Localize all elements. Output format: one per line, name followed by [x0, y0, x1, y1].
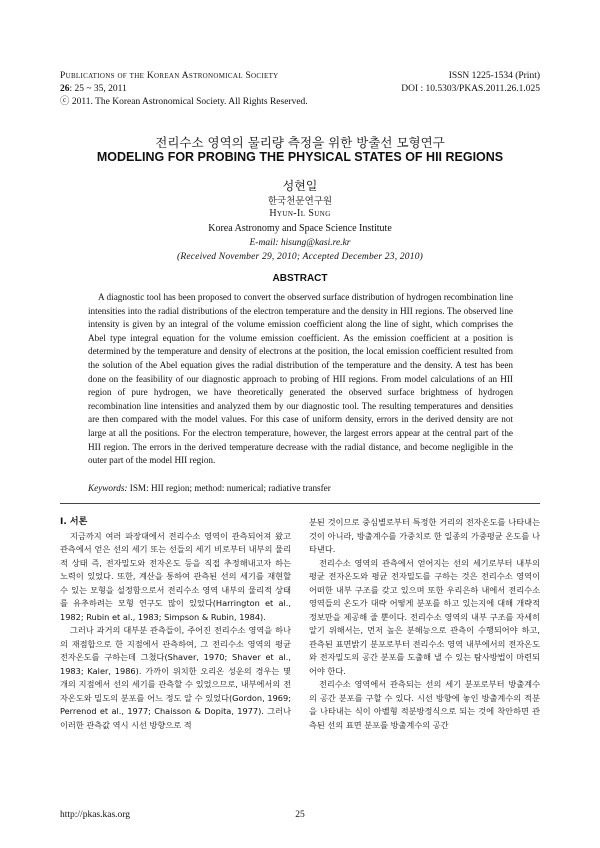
paragraph: 분된 것이므로 중심별로부터 특정한 거리의 전자온도를 나타내는 것이 아니라, 방출계수를 가중치로 한 일종의 가중평균 온도를 나타낸다.: [309, 517, 540, 554]
paragraph: 지금까지 여러 파장대에서 전리수소 영역이 관측되어져 왔고 관측에서 얻은 선의 세기 또는 선들의 세기 비로부터 내부의 물리적 상태 즉, 전자밀도와 전자온도 등을 직접 추정해내고자 하는 노력이 있었다. 또한, 계산을 통하여 관측된 선의 세기를 재현할 수 있는 모형을 설정함으로서 전리수소 영역 내부의 물리적 상태를 유추하려는 모형 연구도 많이 있었다(Harrington et al., 1982; Rubin et al., 1983; Simpson & Rubin, 1984).: [60, 530, 291, 622]
page-number: 25: [295, 810, 305, 820]
received-dates: (Received November 29, 2010; Accepted December 23, 2010): [176, 252, 424, 262]
journal-ids: [401, 70, 540, 96]
institution-korean: 한국천문연구원: [267, 196, 333, 207]
page-range: : 25 ~ 35, 2011: [69, 84, 127, 94]
paper-title-english: MODELING FOR PROBING THE PHYSICAL STATES OF HII REGIONS: [96, 150, 504, 164]
keywords-label: Keywords:: [88, 483, 128, 493]
author-english: Hyun-Il Sung: [269, 208, 331, 219]
section-heading-introduction: I. 서론: [60, 517, 88, 527]
copyright-notice: ⓒ 2011. The Korean Astronomical Society. All Rights Reserved.: [60, 97, 308, 107]
issn: ISSN 1225-1534 (Print): [448, 71, 540, 81]
institution-english: Korea Astronomy and Space Science Institute: [208, 223, 392, 234]
paragraph: 전리수소 영역에서 관측되는 선의 세기 분포로부터 방출계수의 공간 분포를 구할 수 있다. 시선 방향에 놓인 방출계수의 적분을 나타내는 식이 아벨형 적분방정식으로 되는 것에 착안하면 관측된 선의 표면 분포를 방출계수의 공간: [309, 679, 540, 730]
keywords: [88, 483, 513, 493]
journal-url: http://pkas.kas.org: [60, 810, 131, 820]
volume-number: 26: [60, 84, 70, 94]
doi: DOI : 10.5303/PKAS.2011.26.1.025: [401, 84, 540, 94]
volume-info: [60, 83, 308, 96]
author-email: E-mail: hisung@kasi.re.kr: [249, 238, 351, 248]
paragraph: 전리수소 영역의 관측에서 얻어지는 선의 세기로부터 내부의 평균 전자온도와 평균 전자밀도를 구하는 것은 전리수소 영역이 어떠한 내부 구조를 갖고 있으며 또한 우리은하 내에서 전리수소 영역들의 온도가 대략 어떻게 분포를 하고 있는지에 대해 개략적 정보만을 제공해 줄 뿐이다. 전리수소 영역의 내부 구조를 자세히 알기 위해서는, 먼저 높은 분해능으로 관측이 수행되어야 하고, 관측된 표면밝기 분포로부터 전리수소 영역 내부에서의 전자온도와 전자밀도의 공간 분포를 도출해 낼 수 있는 탐사방법이 마련되어야 한다.: [309, 557, 540, 676]
journal-header: [60, 70, 308, 109]
paragraph: 그러나 과거의 대부분 관측들이, 주어진 전리수소 영역을 하나의 재점합으로 한 지점에서 관측하여, 그 전리수소 영역의 평균 전자온도를 구하는데 그쳤다(Shaver, 1970; Shaver et al., 1983; Kaler, 1986). 가까이 위치한 오리온 성운의 경우는 몇 개의 지점에서 선의 세기를 관측할 수 있었으므로, 내부에서의 전자온도와 밀도의 분포를 어느 정도 알 수 있었다(Gordon, 1969; Perrenod et al., 1977; Chaisson & Dopita, 1977). 그러나 이러한 관측값 역시 시선 방향으로 적: [60, 625, 291, 730]
right-column: [309, 516, 540, 732]
keywords-list: ISM: HII region; method: numerical; radiative transfer: [129, 483, 331, 493]
section-divider: [60, 503, 540, 504]
abstract-heading: ABSTRACT: [272, 273, 328, 284]
abstract-body: A diagnostic tool has been proposed to convert the observed surface distribution of hydrogen recombination line intensities into the radial distributions of the electron temperature and the density in HII regions. The observed line intensity is given by an integral of the volume emission coefficient along the line of sight, which comprises the Abel type integral equation for the volume emission coefficient. As the emission coefficient at a position is determined by the temperature and density of electrons at the position, the local emission coefficient resulted from the solution of the Abel equation gives the radial distribution of the temperature and the density. A test has been done on the feasibility of our diagnostic approach to probing of HII regions. From model calculations of an HII region of pure hydrogen, we have theoretically generated the observed surface brightness of hydrogen recombination line intensities and analyzed them by our diagnostic tool. The resulting temperatures and densities are then compared with the model values. For this case of uniform density, errors in the derived density are not large at all the positions. For the electron temperature, however, the largest errors appear at the central part of the HII region. The errors in the derived temperature decrease with the radial distance, and become negligible in the outer part of the model HII region.: [88, 292, 513, 466]
journal-name: Publications of the Korean Astronomical Society: [60, 71, 279, 81]
paper-title-korean: 전리수소 영역의 물리량 측정을 위한 방출선 모형연구: [155, 135, 445, 150]
left-column: [60, 516, 291, 732]
author-korean: 성현일: [282, 179, 318, 193]
